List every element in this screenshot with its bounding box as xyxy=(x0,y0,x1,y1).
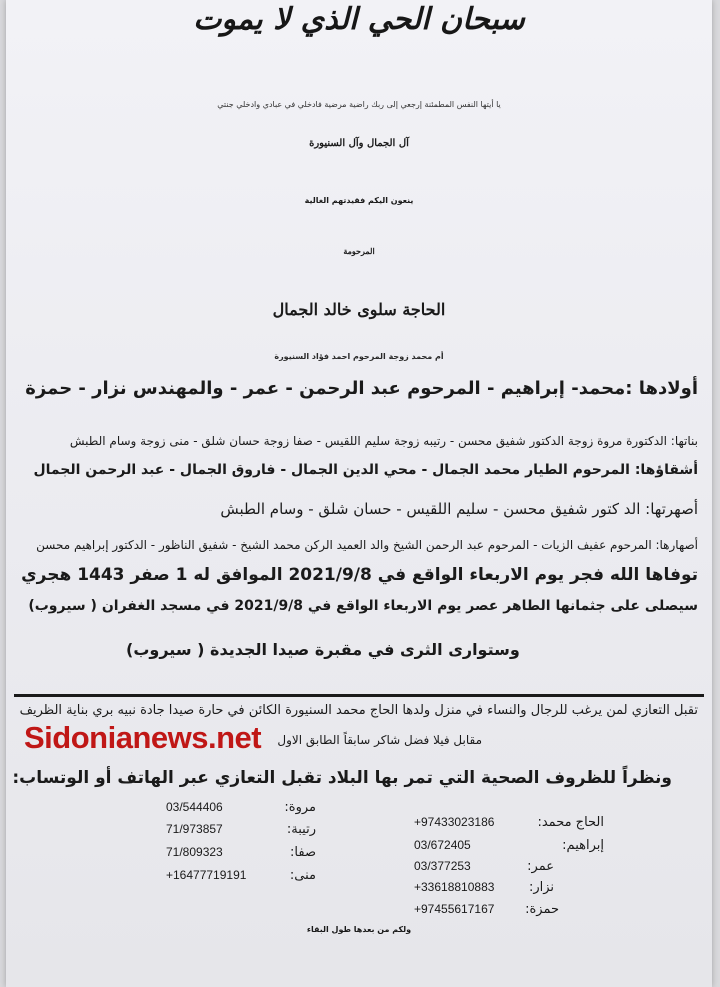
contact-phone[interactable]: +16477719191 xyxy=(166,868,247,882)
deceased-name: الحاجة سلوى خالد الجمال xyxy=(272,300,446,319)
section-divider xyxy=(14,694,704,697)
contact-phone[interactable]: +97433023186 xyxy=(414,815,495,829)
contact-phone[interactable]: 71/973857 xyxy=(166,822,223,836)
contact-row xyxy=(166,868,316,886)
quran-verse: يا أيتها النفس المطمئنة إرجعي إلى ربك راضية مرضية فادخلي في عبادي وادخلي جنتي xyxy=(217,100,501,109)
contact-name: رتيبة: xyxy=(286,822,316,837)
obituary-notice xyxy=(6,0,712,987)
families-heading: آل الجمال وآل السنيورة xyxy=(309,138,409,149)
mother-of-line: أم محمد زوجة المرحوم احمد فؤاد السنيورة xyxy=(274,352,444,361)
contact-row xyxy=(414,859,554,877)
watermark-logo: Sidonianews.net xyxy=(24,720,262,755)
death-notice: توفاها الله فجر يوم الاربعاء الواقع في 2021/9/8 الموافق له 1 صفر 1443 هجري xyxy=(21,565,698,585)
contact-name: صفا: xyxy=(290,845,316,860)
contact-phone[interactable]: 03/544406 xyxy=(166,800,223,814)
contact-row xyxy=(414,880,554,898)
contact-name: الحاج محمد: xyxy=(537,815,604,830)
closing-line: ولكم من بعدها طول البقاء xyxy=(306,925,412,934)
brothers-line: أشقاؤها: المرحوم الطيار محمد الجمال - محي الدين الجمال - فاروق الجمال - عبد الرحمن الجمال xyxy=(33,462,698,478)
contact-phone[interactable]: 03/377253 xyxy=(414,859,471,873)
in-laws-line: أصهارها: المرحوم عفيف الزيات - المرحوم عبد الرحمن الشيخ والد العميد الركن محمد الشيخ - شفيق الناظور - الدكتور إبراهيم محسن xyxy=(36,538,698,552)
contact-name: منى: xyxy=(289,868,316,883)
contact-name: إبراهيم: xyxy=(562,838,604,853)
contact-row xyxy=(414,838,604,856)
announcement-line: ينعون اليكم فقيدتهم الغالية xyxy=(304,196,414,205)
deceased-prefix: المرحومة xyxy=(343,246,375,256)
condolence-location-line-1: تقبل التعازي لمن يرغب للرجال والنساء في منزل ولدها الحاج محمد السنيورة الكائن في حارة صيدا جادة نبيه بري بناية الظريف xyxy=(19,703,698,718)
prayer-notice: سيصلى على جثمانها الطاهر عصر يوم الاربعاء الواقع في 2021/9/8 في مسجد الغفران ( سيروب) xyxy=(28,598,698,614)
contact-row xyxy=(166,822,316,840)
contact-name: عمر: xyxy=(527,859,554,874)
sons-line: أولادها :محمد- إبراهيم - المرحوم عبد الرحمن - عمر - والمهندس نزار - حمزة xyxy=(25,378,698,399)
calligraphy-heading: سبحان الحي الذي لا يموت xyxy=(193,2,525,37)
health-notice: ونظراً للظروف الصحية التي تمر بها البلاد تقبل التعازي عبر الهاتف أو الوتساب: xyxy=(12,768,672,788)
contact-phone[interactable]: +97455617167 xyxy=(414,902,495,916)
condolence-location-line-2: مقابل فيلا فضل شاكر سابقاً الطابق الاول xyxy=(277,733,482,747)
contact-phone[interactable]: 03/672405 xyxy=(414,838,471,852)
contact-name: حمزة: xyxy=(525,902,559,917)
burial-notice: وستوارى الثرى في مقبرة صيدا الجديدة ( سيروب) xyxy=(126,640,520,659)
contact-row xyxy=(414,815,604,833)
contact-name: نزار: xyxy=(528,880,554,895)
contact-row xyxy=(414,902,559,920)
contact-row xyxy=(166,845,316,863)
sons-in-law-line: أصهرتها: الد كتور شفيق محسن - سليم اللقيس - حسان شلق - وسام الطبش xyxy=(220,500,698,518)
contact-name: مروة: xyxy=(284,800,316,815)
contact-phone[interactable]: +33618810883 xyxy=(414,880,495,894)
contact-row xyxy=(166,800,316,818)
daughters-line: بناتها: الدكتورة مروة زوجة الدكتور شفيق محسن - رتيبه زوجة سليم اللقيس - صفا زوجة حسان شلق - منى زوجة وسام الطبش xyxy=(69,434,698,448)
contact-phone[interactable]: 71/809323 xyxy=(166,845,223,859)
